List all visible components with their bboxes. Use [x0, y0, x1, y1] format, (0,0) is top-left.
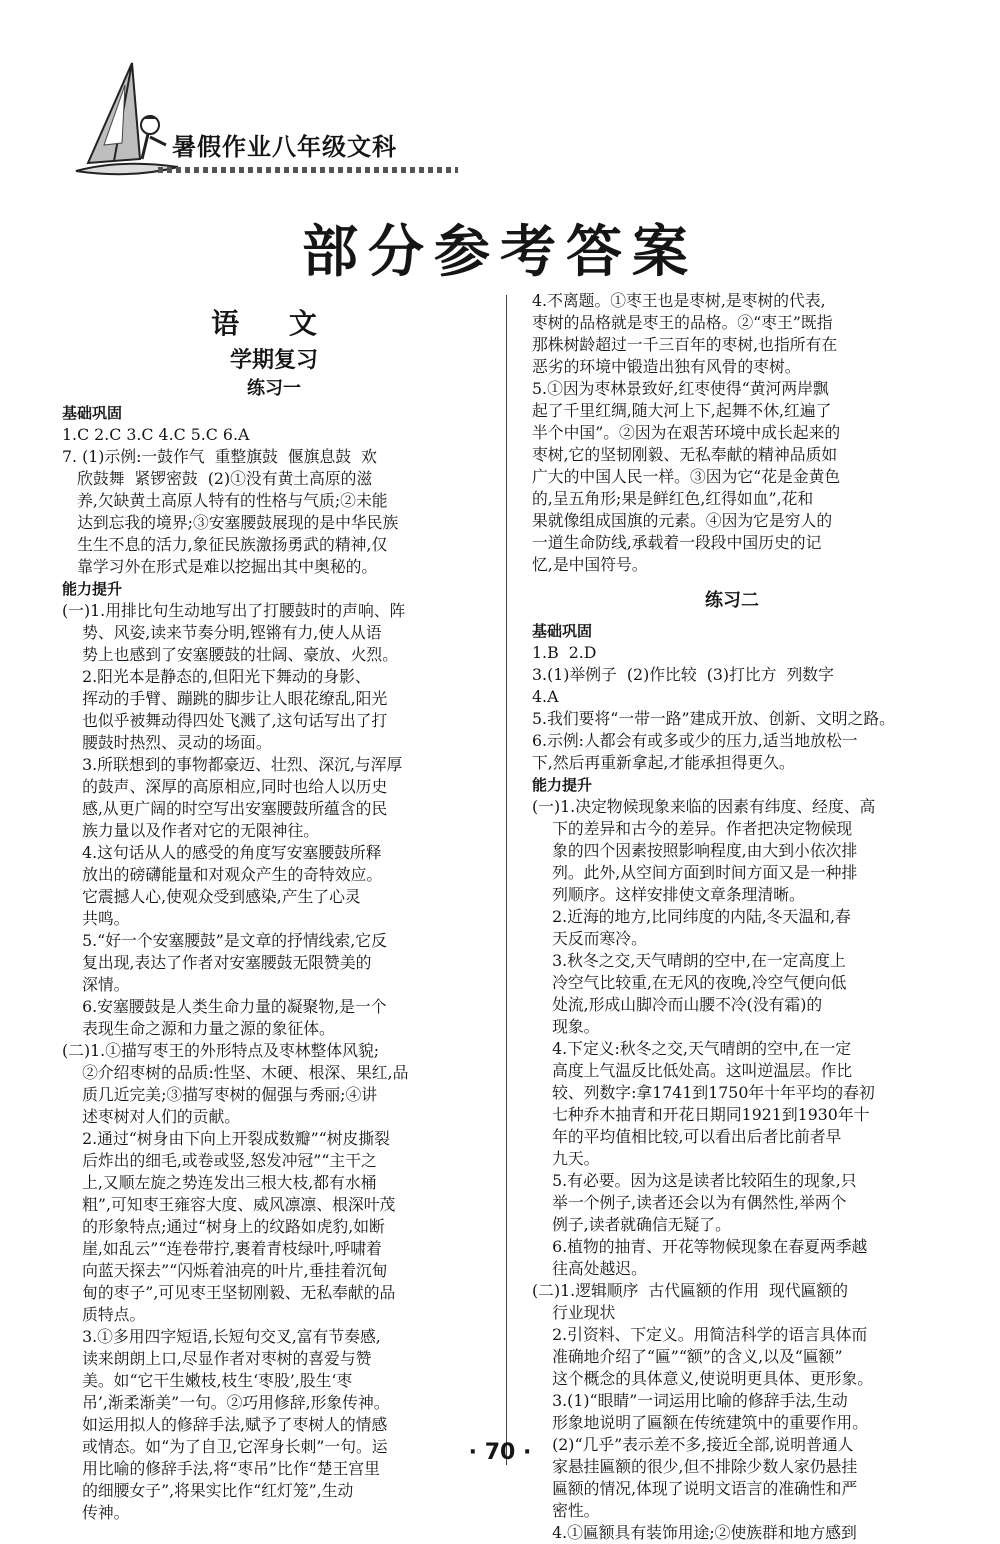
- answer-line: 势上也感到了安塞腰鼓的壮阔、豪放、火烈。: [62, 645, 399, 664]
- page-title: 部分参考答案: [302, 220, 698, 285]
- column-divider: [506, 295, 507, 1465]
- answer-line: 深情。: [62, 975, 130, 994]
- page-number: · 70 ·: [468, 1440, 532, 1465]
- answer-line: 6.安塞腰鼓是人类生命力量的凝聚物,是一个: [62, 997, 387, 1016]
- answer-line: 那株树龄超过一千三百年的枣树,也指所有在: [532, 335, 838, 354]
- answer-block: [62, 424, 486, 578]
- answer-line: 2.引资料、下定义。用简洁科学的语言具体而: [532, 1325, 868, 1344]
- answer-line: 2.通过“树身由下向上开裂成数瓣”“树皮撕裂: [62, 1129, 390, 1148]
- answer-line: 靠学习外在形式是难以挖掘出其中奥秘的。: [62, 557, 378, 576]
- answer-line: 家悬挂匾额的很少,但不排除少数人家仍悬挂: [532, 1457, 858, 1476]
- answer-line: 6.植物的抽青、开花等物候现象在春夏两季越: [532, 1237, 868, 1256]
- answer-line: 的形象特点;通过“树身上的纹路如虎豹,如断: [62, 1217, 385, 1236]
- answer-line: 挥动的手臂、蹦跳的脚步让人眼花缭乱,阳光: [62, 689, 388, 708]
- answer-line: 5.我们要将“一带一路”建成开放、创新、文明之路。: [532, 709, 895, 728]
- answer-block: [532, 290, 932, 576]
- answer-line: 表现生命之源和力量之源的象征体。: [62, 1019, 335, 1038]
- answer-line: 起了千里红绸,随大河上下,起舞不休,红遍了: [532, 401, 832, 420]
- answer-line: 枣树的品格就是枣王的品格。②“枣王”既指: [532, 313, 833, 332]
- answer-line: 3.(1)“眼睛”一词运用比喻的修辞手法,生动: [532, 1391, 848, 1410]
- answer-line: 现象。: [532, 1017, 600, 1036]
- answer-line: 九天。: [532, 1149, 600, 1168]
- answer-line: (一)1.用排比句生动地写出了打腰鼓时的声响、阵: [62, 601, 406, 620]
- answer-line: 枣树,它的坚韧刚毅、无私奉献的精神品质如: [532, 445, 838, 464]
- answer-line: 复出现,表达了作者对安塞腰鼓无限赞美的: [62, 953, 372, 972]
- answer-block: [62, 600, 486, 1524]
- answer-line: 3.秋冬之交,天气晴朗的空中,在一定高度上: [532, 951, 846, 970]
- answer-line: 1.C 2.C 3.C 4.C 5.C 6.A: [62, 425, 250, 444]
- answer-line: 恶劣的环境中锻造出独有风骨的枣树。: [532, 357, 801, 376]
- answer-line: (二)1.逻辑顺序 古代匾额的作用 现代匾额的: [532, 1281, 849, 1300]
- answer-line: 的鼓声、深厚的高原相应,同时也给人以历史: [62, 777, 388, 796]
- answer-line: 生生不息的活力,象征民族激扬勇武的精神,仅: [62, 535, 388, 554]
- answer-line: 崖,如乱云”“连卷带拧,裹着青枝绿叶,呼啸着: [62, 1239, 382, 1258]
- exercise-heading: 练习一: [247, 378, 301, 399]
- answer-line: 养,欠缺黄土高原人特有的性格与气质;②未能: [62, 491, 388, 510]
- label-basic: 基础巩固: [532, 622, 593, 640]
- header-title: 暑假作业八年级文科: [172, 133, 397, 161]
- answer-line: 2.近海的地方,比同纬度的内陆,冬天温和,春: [532, 907, 851, 926]
- answer-line: 腰鼓时热烈、灵动的场面。: [62, 733, 272, 752]
- answer-line: 密性。: [532, 1501, 600, 1520]
- answer-line: 往高处越迟。: [532, 1259, 647, 1278]
- exercise-heading: 练习二: [705, 590, 759, 611]
- answer-line: 忆,是中国符号。: [532, 555, 648, 574]
- answer-line: 这个概念的具体意义,使说明更具体、更形象。: [532, 1369, 874, 1388]
- answer-line: 象的四个因素按照影响程度,由大到小依次排: [532, 841, 858, 860]
- answer-line: 它震撼人心,使观众受到感染,产生了心灵: [62, 887, 361, 906]
- header-divider: [158, 167, 458, 173]
- answer-line: 例子,读者就确信无疑了。: [532, 1215, 731, 1234]
- answer-line: 美。如“它干生嫩枝,枝生‘枣股’,股生‘枣: [62, 1371, 353, 1390]
- answer-line: 5.①因为枣林景致好,红枣使得“黄河两岸飘: [532, 379, 829, 398]
- answer-line: 传神。: [62, 1503, 130, 1522]
- label-advanced: 能力提升: [532, 776, 593, 794]
- answer-line: (2)“几乎”表示差不多,接近全部,说明普通人: [532, 1435, 854, 1454]
- answer-line: 4.下定义:秋冬之交,天气晴朗的空中,在一定: [532, 1039, 852, 1058]
- answer-block: [532, 642, 932, 774]
- answer-line: 3.所联想到的事物都豪迈、壮烈、深沉,与浑厚: [62, 755, 403, 774]
- header: [70, 55, 410, 195]
- answer-line: 或情态。如“为了自卫,它浑身长刺”一句。运: [62, 1437, 388, 1456]
- answer-line: ②介绍枣树的品质:性坚、木硬、根深、果红,品: [62, 1063, 409, 1082]
- windsurfer-illustration: [70, 55, 190, 195]
- answer-line: 用比喻的修辞手法,将“枣吊”比作“楚王宫里: [62, 1459, 380, 1478]
- answer-line: 准确地介绍了“匾”“额”的含义,以及“匾额”: [532, 1347, 843, 1366]
- answer-line: 4.A: [532, 687, 559, 706]
- section-heading: 学期复习: [229, 348, 318, 373]
- answer-line: 势、风姿,读来节奏分明,铿锵有力,使人从语: [62, 623, 382, 642]
- answer-line: 3.①多用四字短语,长短句交叉,富有节奏感,: [62, 1327, 381, 1346]
- answer-line: 匾额的情况,体现了说明文语言的准确性和严: [532, 1479, 858, 1498]
- answer-line: 冷空气比较重,在无风的夜晚,冷空气便向低: [532, 973, 847, 992]
- answer-line: 1.B 2.D: [532, 643, 597, 662]
- label-basic: 基础巩固: [62, 404, 123, 422]
- answer-line: 6.示例:人都会有或多或少的压力,适当地放松一: [532, 731, 858, 750]
- answer-line: 向蓝天探去”“闪烁着油亮的叶片,垂挂着沉甸: [62, 1261, 388, 1280]
- answer-line: 列顺序。这样安排使文章条理清晰。: [532, 885, 805, 904]
- answer-line: 4.不离题。①枣王也是枣树,是枣树的代表,: [532, 291, 826, 310]
- answer-line: 下的差异和古今的差异。作者把决定物候现: [532, 819, 853, 838]
- answer-line: 举一个例子,读者还会以为有偶然性,举两个: [532, 1193, 847, 1212]
- answer-line: 吊’,渐柔渐美”一句。②巧用修辞,形象传神。: [62, 1393, 390, 1412]
- answer-line: 4.①匾额具有装饰用途;②使族群和地方感到: [532, 1523, 857, 1542]
- answer-line: 较、列数字:拿1741到1750年十年平均的春初: [532, 1083, 875, 1102]
- answer-line: 共鸣。: [62, 909, 130, 928]
- answer-line: 果就像组成国旗的元素。④因为它是穷人的: [532, 511, 833, 530]
- answer-line: 放出的磅礴能量和对观众产生的奇特效应。: [62, 865, 383, 884]
- answer-line: (一)1.决定物候现象来临的因素有纬度、经度、高: [532, 797, 876, 816]
- answer-line: 达到忘我的境界;③安塞腰鼓展现的是中华民族: [62, 513, 399, 532]
- answer-line: 一道生命防线,承载着一段段中国历史的记: [532, 533, 822, 552]
- answer-line: 形象地说明了匾额在传统建筑中的重要作用。: [532, 1413, 869, 1432]
- answer-line: 广大的中国人民一样。③因为它“花是金黄色: [532, 467, 841, 486]
- answer-line: 5.有必要。因为这是读者比较陌生的现象,只: [532, 1171, 857, 1190]
- answer-line: 半个中国”。②因为在艰苦环境中成长起来的: [532, 423, 841, 442]
- answer-line: (二)1.①描写枣王的外形特点及枣林整体风貌;: [62, 1041, 380, 1060]
- answer-line: 后炸出的细毛,或卷或竖,怒发冲冠”“主干之: [62, 1151, 377, 1170]
- answer-line: 高度上气温反比低处高。这叫逆温层。作比: [532, 1061, 853, 1080]
- answer-line: 粗”,可知枣王雍容大度、威风凛凛、根深叶茂: [62, 1195, 396, 1214]
- left-column: [62, 290, 486, 1524]
- subject-heading: 语 文: [211, 307, 337, 340]
- answer-line: 族力量以及作者对它的无限神往。: [62, 821, 320, 840]
- label-advanced: 能力提升: [62, 580, 123, 598]
- answer-line: 下,然后再重新拿起,才能承担得更久。: [532, 753, 795, 772]
- answer-line: 质特点。: [62, 1305, 146, 1324]
- answer-line: 感,从更广阔的时空写出安塞腰鼓所蕴含的民: [62, 799, 388, 818]
- answer-line: 5.“好一个安塞腰鼓”是文章的抒情线索,它反: [62, 931, 387, 950]
- answer-line: 甸的枣子”,可见枣王坚韧刚毅、无私奉献的品: [62, 1283, 396, 1302]
- answer-line: 上,又顺左旋之势连发出三根大枝,都有水桶: [62, 1173, 377, 1192]
- answer-line: 也似乎被舞动得四处飞溅了,这句话写出了打: [62, 711, 388, 730]
- answer-line: 七种乔木抽青和开花日期同1921到1930年十: [532, 1105, 870, 1124]
- answer-line: 列。此外,从空间方面到时间方面又是一种排: [532, 863, 858, 882]
- answer-line: 7. (1)示例:一鼓作气 重整旗鼓 偃旗息鼓 欢: [62, 447, 377, 466]
- answer-line: 行业现状: [532, 1303, 616, 1322]
- answer-line: 质几近完美;③描写枣树的倔强与秀丽;④讲: [62, 1085, 378, 1104]
- answer-line: 的,呈五角形;果是鲜红色,红得如血”,花和: [532, 489, 814, 508]
- answer-line: 述枣树对人们的贡献。: [62, 1107, 241, 1126]
- answer-line: 年的平均值相比较,可以看出后者比前者早: [532, 1127, 842, 1146]
- answer-line: 如运用拟人的修辞手法,赋予了枣树人的情感: [62, 1415, 388, 1434]
- answer-block: [532, 796, 932, 1544]
- answer-line: 4.这句话从人的感受的角度写安塞腰鼓所释: [62, 843, 382, 862]
- answer-line: 3.(1)举例子 (2)作比较 (3)打比方 列数字: [532, 665, 834, 684]
- answer-line: 欣鼓舞 紧锣密鼓 (2)①没有黄土高原的滋: [62, 469, 373, 488]
- right-column: [532, 290, 932, 1544]
- answer-line: 的细腰女子”,将果实比作“红灯笼”,生动: [62, 1481, 354, 1500]
- answer-line: 2.阳光本是静态的,但阳光下舞动的身影、: [62, 667, 371, 686]
- answer-line: 天反而寒冷。: [532, 929, 647, 948]
- answer-line: 读来朗朗上口,尽显作者对枣树的喜爱与赞: [62, 1349, 372, 1368]
- answer-line: 处流,形成山脚冷而山腰不冷(没有霜)的: [532, 995, 823, 1014]
